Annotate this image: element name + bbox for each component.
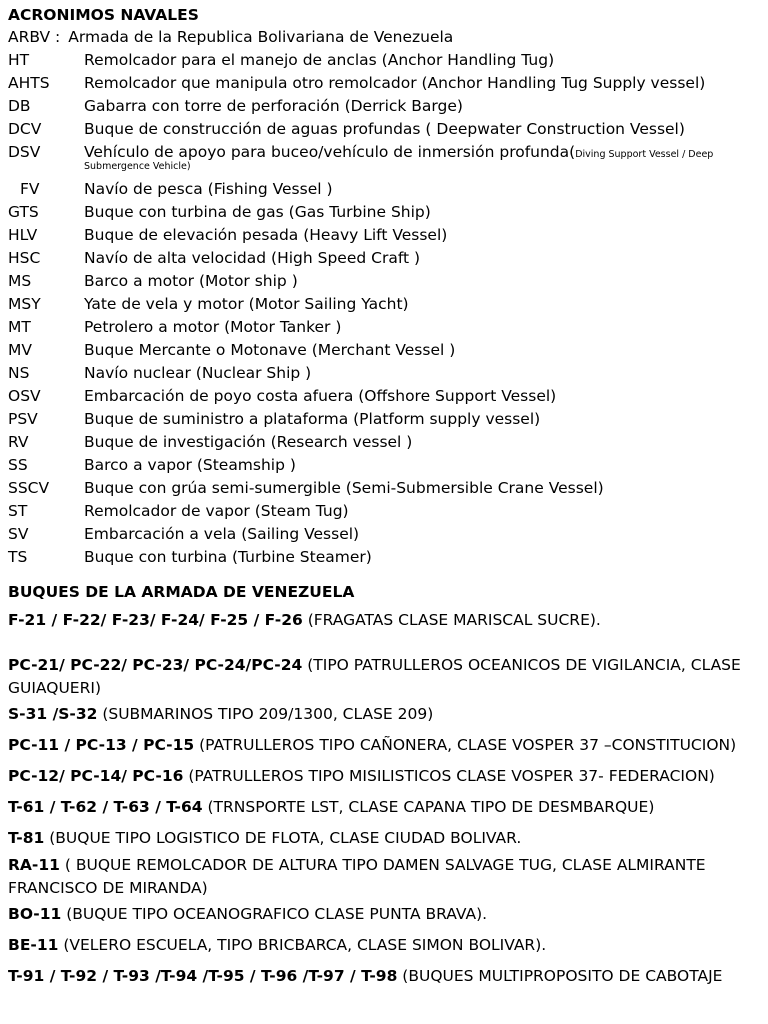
acronym-description [84,178,764,201]
ship-entry [8,734,764,757]
acronym-description [84,316,764,339]
acronym-description [84,270,764,293]
acronym-code: NS [8,364,30,382]
acronym-row [8,141,764,178]
acronym-code: SSCV [8,479,50,497]
ship-entry [8,703,764,726]
acronym-row [8,72,764,95]
acronym-row [8,431,764,454]
ship-codes: PC-12/ PC-14/ PC-16 [8,767,184,785]
acronym-code: DCV [8,120,42,138]
acronym-row [8,477,764,500]
acronym-code: ST [8,502,28,520]
acronym-description [84,477,764,500]
acronym-description-text: Buque con turbina (Turbine Steamer) [84,548,372,566]
acronym-description [84,408,764,431]
ship-codes: S-31 /S-32 [8,705,98,723]
ship-entry [8,609,764,632]
acronym-row [8,500,764,523]
ship-codes: RA-11 [8,856,60,874]
acronym-row [8,523,764,546]
ship-codes: T-81 [8,829,45,847]
ship-codes: BE-11 [8,936,59,954]
ship-codes: F-21 / F-22/ F-23/ F-24/ F-25 / F-26 [8,611,303,629]
acronym-description-text: Embarcación de poyo costa afuera (Offshore Support Vessel) [84,387,557,405]
acronym-description-text: Remolcador para el manejo de anclas (Anchor Handling Tug) [84,51,555,69]
acronym-description-text: Navío de pesca (Fishing Vessel ) [84,180,333,198]
ship-description: (TRNSPORTE LST, CLASE CAPANA TIPO DE DESMBARQUE) [202,798,655,816]
acronym-code: HT [8,51,30,69]
acronym-row [8,454,764,477]
ship-description: (FRAGATAS CLASE MARISCAL SUCRE). [302,611,601,629]
acronym-description-text: Navío de alta velocidad (High Speed Craft ) [84,249,421,267]
ship-entry [8,965,764,988]
acronym-description [84,141,764,178]
acronym-row [8,118,764,141]
acronym-row [8,201,764,224]
acronym-code: SV [8,525,29,543]
acronym-description [84,523,764,546]
acronym-description [84,385,764,408]
acronym-row [8,293,764,316]
acronym-description [84,500,764,523]
acronym-description-text: Navío nuclear (Nuclear Ship ) [84,364,312,382]
ship-description: (VELERO ESCUELA, TIPO BRICBARCA, CLASE SIMON BOLIVAR). [58,936,547,954]
acronym-code: MT [8,318,31,336]
ship-codes: PC-11 / PC-13 / PC-15 [8,736,195,754]
ship-description: (BUQUE TIPO OCEANOGRAFICO CLASE PUNTA BRAVA). [61,905,488,923]
ship-entry [8,827,764,850]
acronym-code: GTS [8,203,39,221]
acronym-description-text: Barco a motor (Motor ship ) [84,272,298,290]
acronym-description [84,49,764,72]
ship-description: ( BUQUE REMOLCADOR DE ALTURA TIPO DAMEN SALVAGE TUG, CLASE ALMIRANTE FRANCISCO DE MIRANDA) [8,856,706,897]
acronym-code: AHTS [8,74,50,92]
acronym-row [8,95,764,118]
ship-codes: PC-21/ PC-22/ PC-23/ PC-24/PC-24 [8,656,303,674]
acronym-code: MV [8,341,32,359]
arbv-line [8,26,764,49]
acronym-description-text: Buque con turbina de gas (Gas Turbine Ship) [84,203,431,221]
acronym-description-text: Buque de elevación pesada (Heavy Lift Vessel) [84,226,448,244]
ship-entry [8,796,764,819]
acronym-description [84,454,764,477]
acronym-description [84,118,764,141]
acronym-description [84,431,764,454]
acronym-description [84,201,764,224]
acronym-code: PSV [8,410,38,428]
acronym-description-text: Gabarra con torre de perforación (Derrick Barge) [84,97,463,115]
ship-entry [8,854,764,900]
ship-description: (PATRULLEROS TIPO MISILISTICOS CLASE VOSPER 37- FEDERACION) [183,767,715,785]
acronym-code: MS [8,272,32,290]
ship-entry [8,765,764,788]
acronym-description [84,293,764,316]
acronym-description-text: Yate de vela y motor (Motor Sailing Yacht) [84,295,409,313]
acronym-code: MSY [8,295,41,313]
ship-entry [8,654,764,700]
acronym-code: FV [20,180,40,198]
acronym-description-text: Remolcador que manipula otro remolcador (Anchor Handling Tug Supply vessel) [84,74,706,92]
ship-entry [8,934,764,957]
acronym-code: SS [8,456,28,474]
arbv-code: ARBV : [8,28,61,46]
acronyms-title: ACRONIMOS NAVALES [8,6,199,24]
acronym-code: TS [8,548,28,566]
ship-codes: T-61 / T-62 / T-63 / T-64 [8,798,203,816]
acronym-description-text: Buque de construcción de aguas profundas ( Deepwater Construction Vessel) [84,120,685,138]
fleet-title: BUQUES DE LA ARMADA DE VENEZUELA [8,583,355,601]
acronym-description-text: Embarcación a vela (Sailing Vessel) [84,525,360,543]
acronym-row [8,247,764,270]
acronym-row [8,362,764,385]
acronym-description-text: Buque de suministro a plataforma (Platform supply vessel) [84,410,541,428]
acronym-row [8,178,764,201]
acronym-code: HSC [8,249,41,267]
acronym-code: OSV [8,387,41,405]
acronym-row [8,270,764,293]
acronym-description-text: Barco a vapor (Steamship ) [84,456,296,474]
arbv-description: Armada de la Republica Bolivariana de Venezuela [68,28,454,46]
ship-entry [8,903,764,926]
ship-codes: BO-11 [8,905,62,923]
acronym-description-text: Remolcador de vapor (Steam Tug) [84,502,349,520]
acronym-description-text: Petrolero a motor (Motor Tanker ) [84,318,342,336]
acronym-description-text: Buque de investigación (Research vessel ) [84,433,413,451]
ship-description: (BUQUES MULTIPROPOSITO DE CABOTAJE [397,967,723,985]
acronym-row [8,339,764,362]
acronym-row [8,546,764,569]
acronym-description [84,362,764,385]
acronym-description [84,95,764,118]
acronym-description-text: Buque con grúa semi-sumergible (Semi-Submersible Crane Vessel) [84,479,604,497]
acronym-description [84,72,764,95]
acronym-row [8,316,764,339]
ship-description: (PATRULLEROS TIPO CAÑONERA, CLASE VOSPER 37 –CONSTITUCION) [194,736,737,754]
acronym-description [84,339,764,362]
document-page [8,4,764,988]
acronym-code: RV [8,433,29,451]
acronym-description-text: Buque Mercante o Motonave (Merchant Vessel ) [84,341,456,359]
ship-description: (BUQUE TIPO LOGISTICO DE FLOTA, CLASE CIUDAD BOLIVAR. [44,829,522,847]
acronym-code: DB [8,97,31,115]
acronym-code: DSV [8,143,41,161]
acronym-row [8,49,764,72]
acronym-code: HLV [8,226,38,244]
acronym-description [84,224,764,247]
acronym-row [8,408,764,431]
ship-description: (SUBMARINOS TIPO 209/1300, CLASE 209) [97,705,434,723]
ship-codes: T-91 / T-92 / T-93 /T-94 /T-95 / T-96 /T-97 / T-98 [8,967,398,985]
acronym-row [8,385,764,408]
acronym-description-note: Diving Support Vessel / Deep [575,149,714,160]
ship-description: (TIPO PATRULLEROS OCEANICOS DE VIGILANCIA, CLASE GUIAQUERI) [8,656,741,697]
acronym-description [84,546,764,569]
acronym-description [84,247,764,270]
acronym-list [8,49,764,569]
ship-list [8,609,764,988]
acronym-description-text: Vehículo de apoyo para buceo/vehículo de inmersión profunda( [84,143,576,161]
acronym-row [8,224,764,247]
acronym-description-note-cont: Submergence Vehicle) [84,161,191,172]
